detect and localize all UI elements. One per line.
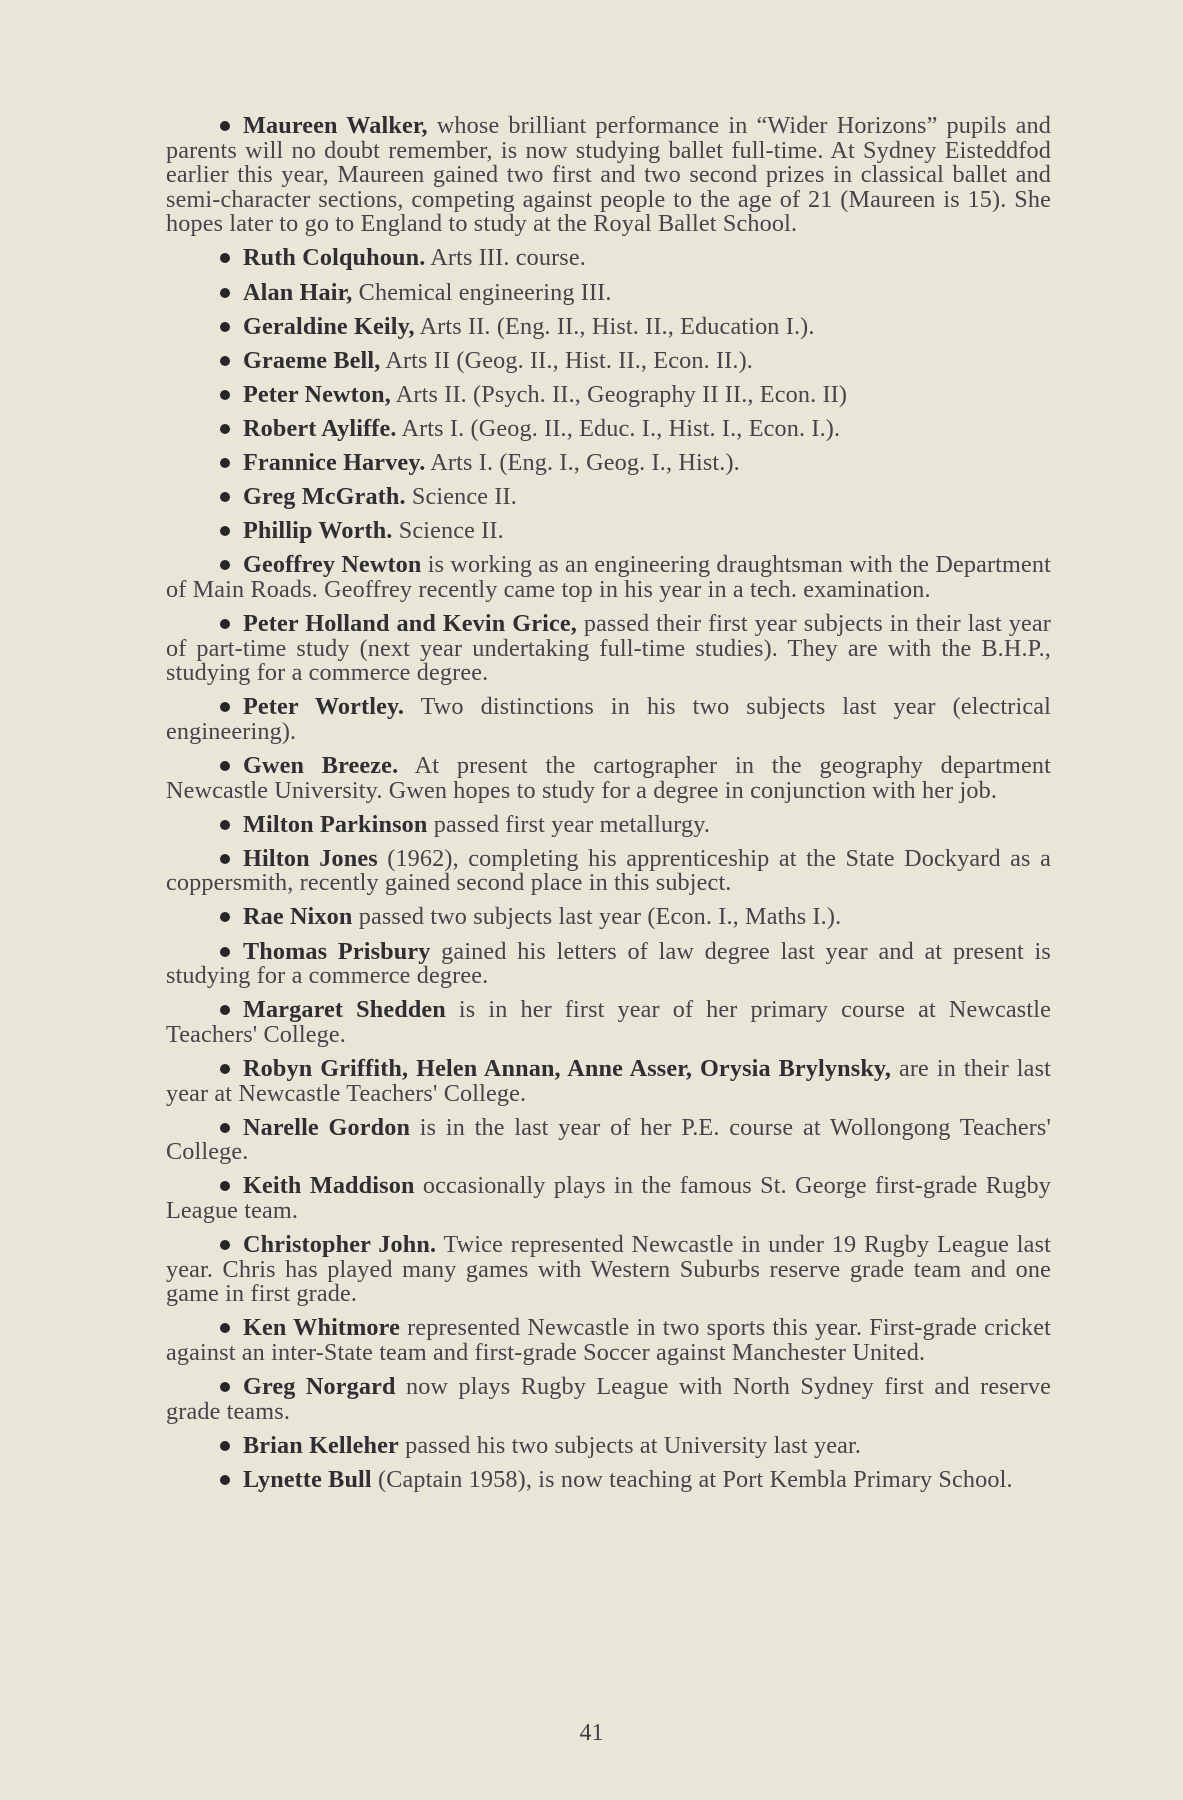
bullet-icon (220, 322, 230, 332)
entry-greg-mcgrath (166, 485, 1051, 510)
entry-geoffrey-newton (166, 553, 1051, 602)
bullet-icon (220, 820, 230, 830)
entry-text: are in their last year at Newcastle Teachers' College. (166, 1054, 1051, 1107)
bullet-icon (220, 458, 230, 468)
entry-margaret-shedden (166, 998, 1051, 1047)
bullet-icon (220, 912, 230, 922)
bullet-icon (220, 1441, 230, 1451)
entry-name: Peter Newton, (243, 380, 391, 408)
entry-name: Narelle Gordon (243, 1113, 411, 1141)
bullet-icon (220, 526, 230, 536)
entry-text: Science II. (392, 517, 504, 545)
entry-text: whose brilliant performance in “Wider Horizons” pupils and parents will no doubt remember, is now studying ballet full-time. At Sydney Eisteddfod earlier this year, Maureen gained two first and two second prizes in classical ballet and semi-character sections, competing against people to the age of 21 (Maureen is 15). She hopes later to go to England to study at the Royal Ballet School. (166, 112, 1051, 238)
entry-name: Peter Holland and Kevin Grice, (243, 610, 577, 637)
bullet-icon (220, 702, 230, 712)
entry-text: Arts II. (Psych. II., Geography II II., Econ. II) (390, 380, 848, 408)
entry-text: Arts II. (Eng. II., Hist. II., Education I.). (414, 312, 815, 340)
entry-text: passed two subjects last year (Econ. I., Maths I.). (352, 903, 842, 931)
entry-geraldine-keily (166, 312, 1051, 340)
entry-maureen-walker (166, 114, 1051, 237)
entry-text: Chemical engineering III. (352, 278, 612, 306)
bullet-icon (220, 253, 230, 263)
bullet-icon (220, 1123, 230, 1133)
bullet-icon (220, 1323, 230, 1333)
entry-hilton-jones (166, 844, 1051, 897)
entry-holland-grice (166, 612, 1051, 686)
entry-text: Twice represented Newcastle in under 19 Rugby League last year. Chris has played many games with Western Suburbs reserve grade team and one game in first grade. (166, 1230, 1051, 1308)
entry-name: Christopher John. (243, 1230, 437, 1258)
entry-text: Arts I. (Geog. II., Educ. I., Hist. I., Econ. I.). (396, 414, 841, 442)
entry-peter-newton (166, 380, 1051, 408)
entry-text: (1962), completing his apprenticeship at the State Dockyard as a coppersmith, recently gained second place in this subject. (166, 844, 1051, 897)
entry-text: is working as an engineering draughtsman with the Department of Main Roads. Geoffrey recently came top in his year in a tech. examination. (166, 551, 1051, 603)
bullet-icon (220, 121, 230, 131)
entry-phillip-worth (166, 519, 1051, 544)
entry-name: Robyn Griffith, Helen Annan, Anne Asser, Orysia Brylynsky, (243, 1054, 892, 1082)
bullet-icon (220, 492, 230, 502)
bullet-icon (220, 947, 230, 957)
entry-teachers-college-group (166, 1054, 1051, 1107)
entry-text: gained his letters of law degree last year and at present is studying for a commerce degree. (166, 937, 1051, 990)
entry-name: Maureen Walker, (243, 112, 428, 139)
entry-name: Gwen Breeze. (243, 751, 399, 779)
entry-ken-whitmore (166, 1316, 1051, 1365)
entry-name: Robert Ayliffe. (243, 414, 397, 442)
entry-text: At present the cartographer in the geography department Newcastle University. Gwen hopes to study for a degree in conjunction with her job. (166, 751, 1051, 804)
page-number: 41 (579, 1720, 604, 1746)
bullet-icon (220, 560, 230, 570)
entry-keith-maddison (166, 1174, 1051, 1223)
article-body (166, 114, 1051, 1502)
entry-text: passed their first year subjects in their last year of part-time study (next year undertaking full-time studies). They are with the B.H.P., studying for a commerce degree. (166, 610, 1051, 687)
entry-peter-wortley (166, 695, 1051, 744)
entry-name: Milton Parkinson (243, 810, 428, 838)
entry-text: is in the last year of her P.E. course at Wollongong Teachers' College. (166, 1113, 1052, 1166)
bullet-icon (220, 1382, 230, 1392)
entry-christopher-john (166, 1230, 1051, 1308)
bullet-icon (220, 390, 230, 400)
entry-narelle-gordon (166, 1113, 1052, 1166)
entry-name: Geoffrey Newton (243, 551, 422, 579)
bullet-icon (220, 1475, 230, 1485)
entry-name: Ken Whitmore (243, 1314, 401, 1342)
entry-lynette-bull (166, 1465, 1051, 1493)
entry-name: Greg McGrath. (243, 483, 406, 511)
entry-name: Phillip Worth. (243, 517, 393, 545)
entry-name: Hilton Jones (243, 844, 378, 872)
entry-gwen-breeze (166, 751, 1051, 804)
entry-name: Greg Norgard (243, 1372, 396, 1400)
entry-greg-norgard (166, 1372, 1051, 1425)
entry-graeme-bell (166, 346, 1051, 374)
entry-text: Science II. (405, 483, 517, 511)
entry-name: Rae Nixon (243, 903, 353, 931)
entry-rae-nixon (166, 905, 1051, 930)
entry-name: Frannice Harvey. (243, 449, 426, 477)
entry-milton-parkinson (166, 810, 1051, 838)
entry-text: Arts I. (Eng. I., Geog. I., Hist.). (425, 449, 740, 477)
entry-text: (Captain 1958), is now teaching at Port Kembla Primary School. (371, 1465, 1013, 1493)
entry-text: passed his two subjects at University last year. (398, 1431, 862, 1459)
bullet-icon (220, 356, 230, 366)
entry-frannice-harvey (166, 451, 1051, 476)
entry-text: Arts II (Geog. II., Hist. II., Econ. II.). (380, 346, 753, 374)
entry-name: Thomas Prisbury (243, 937, 431, 965)
bullet-icon (220, 424, 230, 434)
entry-name: Geraldine Keily, (243, 312, 415, 340)
entry-thomas-prisbury (166, 937, 1051, 990)
entry-name: Ruth Colquhoun. (243, 244, 426, 272)
entry-text: is in her first year of her primary course at Newcastle Teachers' College. (166, 996, 1051, 1048)
entry-name: Brian Kelleher (243, 1431, 399, 1459)
bullet-icon (220, 1064, 230, 1074)
entry-name: Lynette Bull (243, 1465, 372, 1493)
bullet-icon (220, 619, 230, 629)
entry-text: now plays Rugby League with North Sydney first and reserve grade teams. (166, 1372, 1051, 1425)
entry-name: Graeme Bell, (243, 346, 381, 374)
entry-name: Peter Wortley. (243, 693, 405, 721)
entry-ruth-colquhoun (166, 246, 1051, 271)
entry-text: occasionally plays in the famous St. George first-grade Rugby League team. (166, 1172, 1051, 1224)
entry-robert-ayliffe (166, 414, 1051, 442)
entry-text: Arts III. course. (425, 244, 586, 272)
entry-text: passed first year metallurgy. (427, 810, 711, 838)
entry-name: Alan Hair, (243, 278, 353, 306)
bullet-icon (220, 854, 230, 864)
entry-text: Two distinctions in his two subjects last year (electrical engineering). (166, 693, 1051, 745)
bullet-icon (220, 761, 230, 771)
entry-name: Margaret Shedden (243, 996, 446, 1024)
bullet-icon (220, 1240, 230, 1250)
entry-alan-hair (166, 278, 1051, 306)
entry-text: represented Newcastle in two sports this year. First-grade cricket against an inter-State team and first-grade Soccer against Manchester United. (166, 1314, 1051, 1366)
bullet-icon (220, 1181, 230, 1191)
bullet-icon (220, 288, 230, 298)
entry-name: Keith Maddison (243, 1172, 415, 1200)
bullet-icon (220, 1005, 230, 1015)
entry-brian-kelleher (166, 1431, 1051, 1459)
